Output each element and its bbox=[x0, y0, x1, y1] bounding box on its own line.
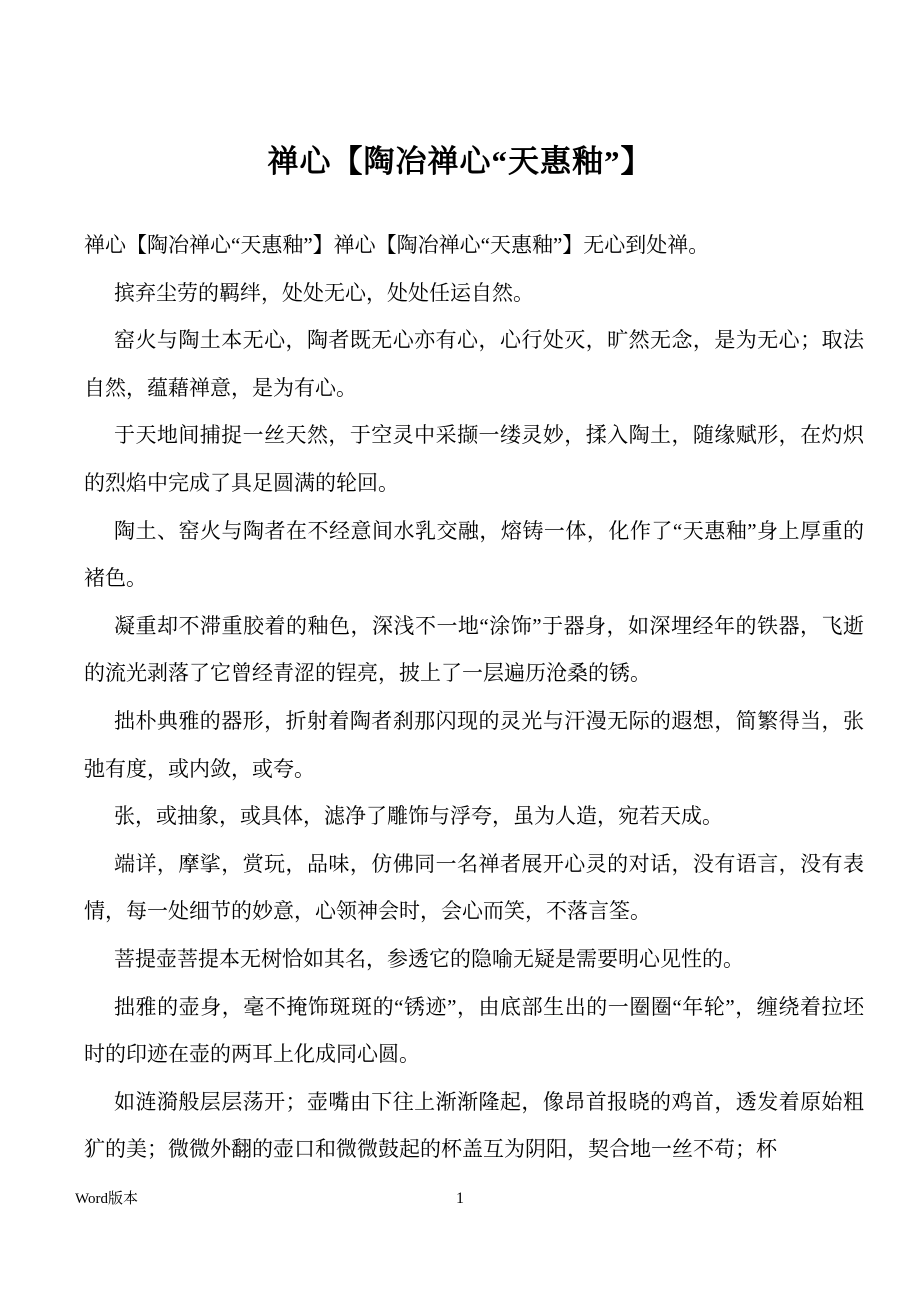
paragraph: 如涟漪般层层荡开；壶嘴由下往上渐渐隆起，像昂首报晓的鸡首，透发着原始粗犷的美；微微外翻的壶口和微微鼓起的杯盖互为阴阳，契合地一丝不苟；杯 bbox=[84, 1089, 864, 1162]
page-footer bbox=[0, 1186, 920, 1212]
paragraph: 拙雅的壶身，毫不掩饰斑斑的“锈迹”，由底部生出的一圈圈“年轮”，缠绕着拉坯时的印迹在壶的两耳上化成同心圆。 bbox=[84, 994, 864, 1067]
paragraph: 窑火与陶土本无心，陶者既无心亦有心，心行处灭，旷然无念，是为无心；取法自然，蕴藉禅意，是为有心。 bbox=[84, 328, 864, 400]
paragraph: 陶土、窑火与陶者在不经意间水乳交融，熔铸一体，化作了“天惠釉”身上厚重的褚色。 bbox=[84, 518, 864, 591]
paragraph: 张，或抽象，或具体，滤净了雕饰与浮夸，虽为人造，宛若天成。 bbox=[114, 804, 723, 829]
paragraph: 于天地间捕捉一丝天然，于空灵中采撷一缕灵妙，揉入陶土，随缘赋形，在灼炽的烈焰中完成了具足圆满的轮回。 bbox=[84, 423, 864, 495]
paragraph: 端详，摩挲，赏玩，品味，仿佛同一名禅者展开心灵的对话，没有语言，没有表情，每一处细节的妙意，心领神会时，会心而笑，不落言筌。 bbox=[84, 851, 864, 924]
paragraph: 菩提壶菩提本无树恰如其名，参透它的隐喻无疑是需要明心见性的。 bbox=[114, 946, 744, 971]
paragraph: 禅心【陶冶禅心“天惠釉”】禅心【陶冶禅心“天惠釉”】无心到处禅。 bbox=[84, 233, 710, 257]
page-number: 1 bbox=[456, 1190, 464, 1207]
paragraph: 凝重却不滞重胶着的釉色，深浅不一地“涂饰”于器身，如深埋经年的铁器，飞逝的流光剥落了它曾经青涩的锃亮，披上了一层遍历沧桑的锈。 bbox=[84, 613, 864, 686]
paragraph: 摈弃尘劳的羁绊，处处无心，处处任运自然。 bbox=[114, 280, 534, 305]
paragraph: 拙朴典雅的器形，折射着陶者刹那闪现的灵光与汗漫无际的遐想，简繁得当，张弛有度，或内敛，或夸。 bbox=[84, 708, 864, 781]
word-version-label: Word版本 bbox=[75, 1191, 138, 1207]
document-body bbox=[84, 222, 864, 1174]
document-title: 禅心【陶冶禅心“天惠釉”】 bbox=[267, 144, 653, 179]
